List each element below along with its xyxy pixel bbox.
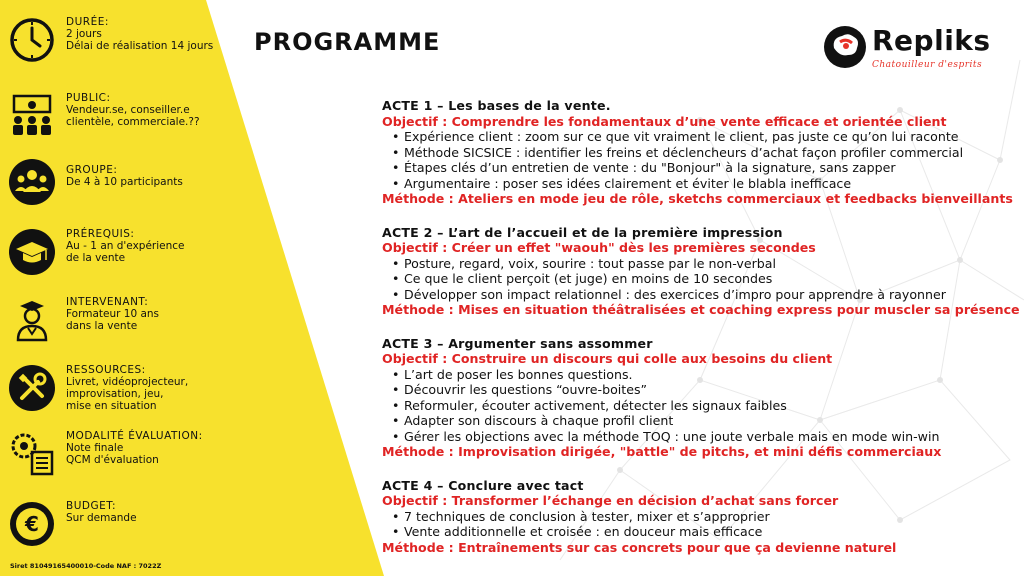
list-item: • Découvrir les questions “ouvre-boites” bbox=[382, 382, 1022, 398]
list-item: • Étapes clés d’un entretien de vente : du "Bonjour" à la signature, sans zapper bbox=[382, 160, 1022, 176]
sidebar-item-groupe bbox=[8, 158, 183, 206]
act-items bbox=[382, 509, 1022, 540]
list-item: • L’art de poser les bonnes questions. bbox=[382, 367, 1022, 383]
group-icon bbox=[8, 158, 56, 206]
groupe-title: GROUPE: bbox=[66, 164, 118, 176]
groupe-line: De 4 à 10 participants bbox=[66, 176, 183, 188]
intervenant-title: INTERVENANT: bbox=[66, 296, 149, 308]
audience-icon bbox=[8, 92, 56, 140]
public-title: PUBLIC: bbox=[66, 92, 111, 104]
evaluation-icon bbox=[8, 430, 56, 478]
duree-line: Délai de réalisation 14 jours bbox=[66, 40, 214, 52]
list-item: • Gérer les objections avec la méthode TOQ : une joute verbale mais en mode win-win bbox=[382, 429, 1022, 445]
ressources-line: mise en situation bbox=[66, 400, 157, 412]
act-methode: Méthode : Entraînements sur cas concrets pour que ça devienne naturel bbox=[382, 539, 897, 555]
trainer-icon bbox=[8, 296, 56, 344]
act-objectif: Objectif : Transformer l’échange en décision d’achat sans forcer bbox=[382, 493, 839, 508]
repliks-logo bbox=[822, 22, 1002, 78]
graduation-cap-icon bbox=[8, 228, 56, 276]
logo-name: Repliks bbox=[872, 24, 991, 57]
euro-icon bbox=[8, 500, 56, 548]
siret-text: Siret 81049165400010-Code NAF : 7022Z bbox=[10, 562, 162, 570]
prerequis-line: de la vente bbox=[66, 252, 126, 264]
sidebar-item-prerequis bbox=[8, 228, 185, 276]
sidebar-item-intervenant bbox=[8, 296, 159, 344]
evaluation-title: MODALITÉ ÉVALUATION: bbox=[66, 430, 203, 442]
public-line: Vendeur.se, conseiller.e bbox=[66, 104, 190, 116]
intervenant-line: Formateur 10 ans bbox=[66, 308, 160, 320]
list-item: • Ce que le client perçoit (et juge) en moins de 10 secondes bbox=[382, 271, 1022, 287]
act-methode: Méthode : Ateliers en mode jeu de rôle, sketchs commerciaux et feedbacks bienveillants bbox=[382, 191, 1013, 206]
duree-line: 2 jours bbox=[66, 28, 102, 40]
act-methode: Méthode : Improvisation dirigée, "battle" de pitchs, et mini défis commerciaux bbox=[382, 444, 942, 459]
sidebar-item-duree bbox=[8, 16, 213, 64]
act-2 bbox=[382, 225, 1022, 318]
budget-line: Sur demande bbox=[66, 512, 137, 524]
evaluation-line: Note finale bbox=[66, 442, 124, 454]
intervenant-line: dans la vente bbox=[66, 320, 138, 332]
sidebar-panel bbox=[0, 0, 384, 576]
brain-icon bbox=[822, 24, 868, 70]
act-title: ACTE 2 – L’art de l’accueil et de la première impression bbox=[382, 224, 783, 240]
budget-title: BUDGET: bbox=[66, 500, 117, 512]
tools-icon bbox=[8, 364, 56, 412]
sidebar-item-ressources bbox=[8, 364, 188, 412]
evaluation-line: QCM d'évaluation bbox=[66, 454, 159, 466]
clock-icon bbox=[8, 16, 56, 64]
list-item: • Développer son impact relationnel : des exercices d’impro pour apprendre à rayonner bbox=[382, 287, 1022, 303]
act-items bbox=[382, 129, 1022, 191]
list-item: • Reformuler, écouter activement, détecter les signaux faibles bbox=[382, 398, 1022, 414]
act-methode: Méthode : Mises en situation théâtralisées et coaching express pour muscler sa présence bbox=[382, 302, 1020, 317]
prerequis-title: PRÉREQUIS: bbox=[66, 228, 135, 240]
prerequis-line: Au - 1 an d'expérience bbox=[66, 240, 185, 252]
ressources-line: improvisation, jeu, bbox=[66, 388, 164, 400]
list-item: • Vente additionnelle et croisée : en douceur mais efficace bbox=[382, 524, 1022, 540]
list-item: • 7 techniques de conclusion à tester, mixer et s’approprier bbox=[382, 509, 1022, 525]
duree-title: DURÉE: bbox=[66, 16, 109, 28]
sidebar-item-budget bbox=[8, 500, 137, 548]
list-item: • Expérience client : zoom sur ce que vit vraiment le client, pas juste ce qu’on lui raconte bbox=[382, 129, 1022, 145]
sidebar-item-evaluation bbox=[8, 430, 203, 478]
act-title: ACTE 4 – Conclure avec tact bbox=[382, 477, 584, 493]
act-title: ACTE 3 – Argumenter sans assommer bbox=[382, 335, 653, 351]
act-4 bbox=[382, 478, 1022, 556]
act-objectif: Objectif : Comprendre les fondamentaux d’une vente efficace et orientée client bbox=[382, 113, 947, 129]
list-item: • Posture, regard, voix, sourire : tout passe par le non-verbal bbox=[382, 256, 1022, 272]
programme-content bbox=[382, 98, 1022, 573]
act-title: ACTE 1 – Les bases de la vente. bbox=[382, 98, 611, 113]
act-objectif: Objectif : Créer un effet "waouh" dès les premières secondes bbox=[382, 240, 816, 255]
list-item: • Méthode SICSICE : identifier les freins et déclencheurs d’achat façon profiler commercial bbox=[382, 145, 1022, 161]
ressources-title: RESSOURCES: bbox=[66, 364, 146, 376]
ressources-line: Livret, vidéoprojecteur, bbox=[66, 376, 189, 388]
svg-text:€: € bbox=[25, 512, 39, 536]
act-3 bbox=[382, 336, 1022, 460]
public-line: clientèle, commerciale.?? bbox=[66, 116, 200, 128]
list-item: • Adapter son discours à chaque profil client bbox=[382, 413, 1022, 429]
logo-tagline: Chatouilleur d'esprits bbox=[872, 60, 983, 70]
act-items bbox=[382, 256, 1022, 303]
page-title: PROGRAMME bbox=[254, 28, 441, 56]
list-item: • Argumentaire : poser ses idées clairement et éviter le blabla inefficace bbox=[382, 176, 1022, 192]
act-1 bbox=[382, 98, 1022, 207]
act-items bbox=[382, 367, 1022, 445]
sidebar-item-public bbox=[8, 92, 200, 140]
act-objectif: Objectif : Construire un discours qui colle aux besoins du client bbox=[382, 351, 833, 366]
